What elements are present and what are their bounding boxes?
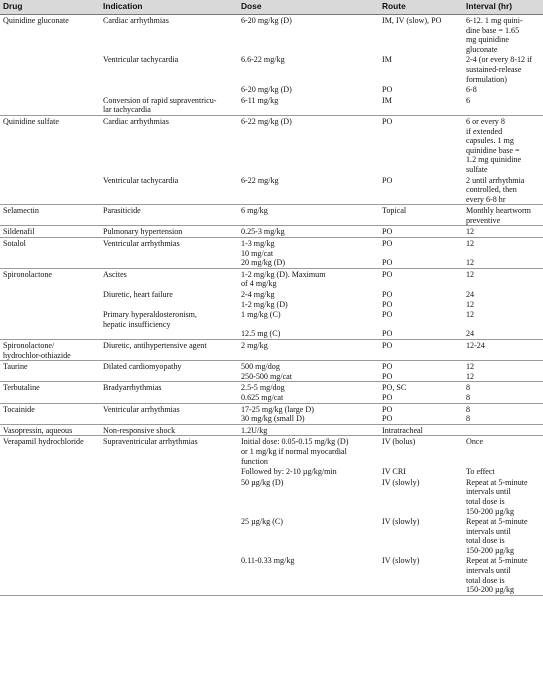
- route-cell: IM: [382, 95, 392, 105]
- indication-cell: Ventricular tachycardia: [103, 55, 179, 65]
- table-row: [0, 115, 543, 174]
- indication-cell: [100, 555, 238, 595]
- dose-cell: 500 mg/dog 250-500 mg/cat: [238, 361, 379, 382]
- table-row: [0, 205, 543, 226]
- interval-cell: 12 12: [463, 238, 543, 269]
- dose-cell: 0.11-0.33 mg/kg: [238, 555, 379, 595]
- drug-cell: Spironolactone: [0, 268, 100, 289]
- dose-cell: 1-2 mg/kg (D). Maximum of 4 mg/kg: [238, 268, 379, 289]
- route-cell: IM, IV (slow), PO: [379, 15, 463, 55]
- interval-cell: 2-4 (or every 8-12 if sustained-release formulation): [466, 55, 533, 84]
- table-row: [0, 516, 543, 555]
- indication-cell: Primary hyperaldosteronism, hepatic insufficiency: [103, 310, 197, 329]
- dose-cell: 1-3 mg/kg 10 mg/cat 20 mg/kg (D): [238, 238, 379, 269]
- interval-cell: Repeat at 5-minute intervals until total dose is 150-200 µg/kg: [463, 555, 543, 595]
- dose-cell: Initial dose: 0.05-0.15 mg/kg (D) or 1 mg/kg if normal myocardial function: [238, 436, 379, 466]
- header-dose: Dose: [238, 0, 379, 15]
- drug-cell: [0, 555, 100, 595]
- drug-cell: Quinidine sulfate: [0, 115, 100, 174]
- interval-cell: Monthly heartworm preventive: [463, 205, 543, 226]
- table-row: [0, 361, 543, 382]
- dose-cell: 6 mg/kg: [238, 205, 379, 226]
- route-cell: IV (slowly): [379, 555, 463, 595]
- interval-cell: 6 or every 8 if extended capsules. 1 mg quinidine base = 1.2 mg quinidine sulfate: [463, 115, 543, 174]
- interval-cell: 12 24: [466, 310, 475, 339]
- table-row: [0, 340, 543, 361]
- table-row: [0, 84, 543, 95]
- interval-cell: Repeat at 5-minute intervals until total dose is 150-200 µg/kg: [466, 477, 528, 516]
- indication-cell: Ventricular tachycardia: [103, 175, 179, 185]
- indication-cell: Non-responsive shock: [100, 424, 238, 436]
- drug-cell: Taurine: [0, 361, 100, 382]
- dose-cell: 6.6-22 mg/kg: [241, 55, 285, 65]
- route-cell: Topical: [379, 205, 463, 226]
- interval-cell: 8 8: [463, 403, 543, 424]
- route-cell: IM: [382, 55, 392, 65]
- indication-cell: Bradyarrhythmias: [100, 382, 238, 403]
- route-cell: IV (slowly): [382, 517, 420, 527]
- drug-cell: Sildenafil: [0, 226, 100, 238]
- indication-cell: [100, 466, 238, 477]
- route-cell: PO PO: [382, 310, 393, 339]
- indication-cell: Diuretic, heart failure: [103, 290, 173, 300]
- drug-cell: [0, 309, 100, 339]
- drug-cell: [0, 175, 100, 205]
- dose-cell: 6-22 mg/kg (D): [238, 115, 379, 174]
- dose-cell: 2-4 mg/kg 1-2 mg/kg (D): [241, 290, 288, 309]
- interval-cell: 2 until arrhythmia controlled, then every 6-8 hr: [466, 175, 525, 204]
- interval-cell: 24 12: [466, 290, 475, 309]
- indication-cell: [100, 84, 238, 95]
- route-cell: IV (slowly): [382, 477, 420, 487]
- interval-cell: 6-12. 1 mg quini- dine base = 1.65 mg quinidine gluconate: [463, 15, 543, 55]
- table-row: [0, 15, 543, 55]
- indication-cell: Supraventricular arrhythmias: [100, 436, 238, 466]
- route-cell: PO: [379, 340, 463, 361]
- indication-cell: Cardiac arrhythmias: [100, 15, 238, 55]
- table-row: [0, 403, 543, 424]
- header-row: [0, 0, 543, 15]
- table-row: [0, 309, 543, 339]
- interval-cell: 6-8: [466, 85, 477, 95]
- route-cell: PO: [379, 226, 463, 238]
- drug-cell: Terbutaline: [0, 382, 100, 403]
- dose-cell: 6-22 mg/kg: [241, 175, 279, 185]
- drug-cell: Vasopressin, aqueous: [0, 424, 100, 436]
- drug-cell: Selamectin: [0, 205, 100, 226]
- table-row: [0, 238, 543, 269]
- table-row: [0, 175, 543, 205]
- drug-cell: Quinidine gluconate: [0, 15, 100, 55]
- indication-cell: Ventricular arrhythmias: [100, 238, 238, 269]
- table-row: [0, 289, 543, 309]
- drug-cell: Verapamil hydrochloride: [0, 436, 100, 466]
- table-row: [0, 477, 543, 516]
- table-body: [0, 15, 543, 596]
- indication-cell: Cardiac arrhythmias: [100, 115, 238, 174]
- header-indication: Indication: [100, 0, 238, 15]
- route-cell: IV (bolus): [379, 436, 463, 466]
- table-row: [0, 382, 543, 403]
- drug-cell: [0, 84, 100, 95]
- interval-cell: 8 8: [463, 382, 543, 403]
- dose-cell: 1 mg/kg (C) 12.5 mg (C): [241, 310, 281, 339]
- route-cell: PO: [382, 85, 393, 95]
- drug-cell: Sotalol: [0, 238, 100, 269]
- indication-cell: Ventricular arrhythmias: [100, 403, 238, 424]
- route-cell: PO PO: [379, 361, 463, 382]
- route-cell: PO, SC PO: [379, 382, 463, 403]
- dose-cell: 0.25-3 mg/kg: [238, 226, 379, 238]
- route-cell: PO PO: [382, 290, 393, 309]
- table-row: [0, 226, 543, 238]
- route-cell: PO PO: [379, 238, 463, 269]
- route-cell: PO PO: [379, 403, 463, 424]
- drug-cell: Tocainide: [0, 403, 100, 424]
- drug-cell: [0, 516, 100, 555]
- drug-cell: [0, 466, 100, 477]
- dose-cell: Followed by: 2-10 µg/kg/min: [241, 467, 337, 477]
- route-cell: PO: [382, 175, 393, 185]
- header-drug: Drug: [0, 0, 100, 15]
- table-row: [0, 466, 543, 477]
- dose-cell: 2 mg/kg: [238, 340, 379, 361]
- dose-cell: 50 µg/kg (D): [241, 477, 284, 487]
- indication-cell: Dilated cardiomyopathy: [100, 361, 238, 382]
- header-interval: Interval (hr): [463, 0, 543, 15]
- interval-cell: Once: [463, 436, 543, 466]
- route-cell: IV CRI: [382, 467, 406, 477]
- interval-cell: Repeat at 5-minute intervals until total dose is 150-200 µg/kg: [466, 517, 528, 555]
- interval-cell: 6: [466, 95, 471, 105]
- interval-cell: 12: [463, 226, 543, 238]
- dose-cell: 6-20 mg/kg (D): [241, 85, 292, 95]
- table-row: [0, 95, 543, 116]
- interval-cell: [463, 424, 543, 436]
- header-route: Route: [379, 0, 463, 15]
- dose-cell: 25 µg/kg (C): [241, 517, 283, 527]
- indication-cell: [100, 477, 238, 516]
- dose-cell: 1.2U/kg: [238, 424, 379, 436]
- table-row: [0, 424, 543, 436]
- route-cell: Intratracheal: [379, 424, 463, 436]
- dose-cell: 6-20 mg/kg (D): [238, 15, 379, 55]
- interval-cell: To effect: [466, 467, 495, 477]
- interval-cell: 12-24: [463, 340, 543, 361]
- table-row: [0, 436, 543, 466]
- table-row: [0, 54, 543, 84]
- interval-cell: 12: [463, 268, 543, 289]
- route-cell: PO: [379, 268, 463, 289]
- indication-cell: Pulmonary hypertension: [100, 226, 238, 238]
- indication-cell: [100, 516, 238, 555]
- table-row: [0, 555, 543, 595]
- drug-cell: [0, 95, 100, 116]
- dose-cell: 6-11 mg/kg: [241, 95, 279, 105]
- drug-cell: [0, 477, 100, 516]
- dose-cell: 2.5-5 mg/dog 0.625 mg/cat: [238, 382, 379, 403]
- route-cell: PO: [379, 115, 463, 174]
- dose-cell: 17-25 mg/kg (large D) 30 mg/kg (small D): [238, 403, 379, 424]
- indication-cell: Parasiticide: [100, 205, 238, 226]
- table-row: [0, 268, 543, 289]
- indication-cell: Ascites: [100, 268, 238, 289]
- drug-cell: Spironolactone/ hydrochlor-othiazide: [0, 340, 100, 361]
- interval-cell: 12 12: [463, 361, 543, 382]
- drug-cell: [0, 289, 100, 309]
- drug-cell: [0, 54, 100, 84]
- indication-cell: Diuretic, antihypertensive agent: [100, 340, 238, 361]
- indication-cell: Conversion of rapid supraventricu- lar tachycardia: [103, 95, 217, 115]
